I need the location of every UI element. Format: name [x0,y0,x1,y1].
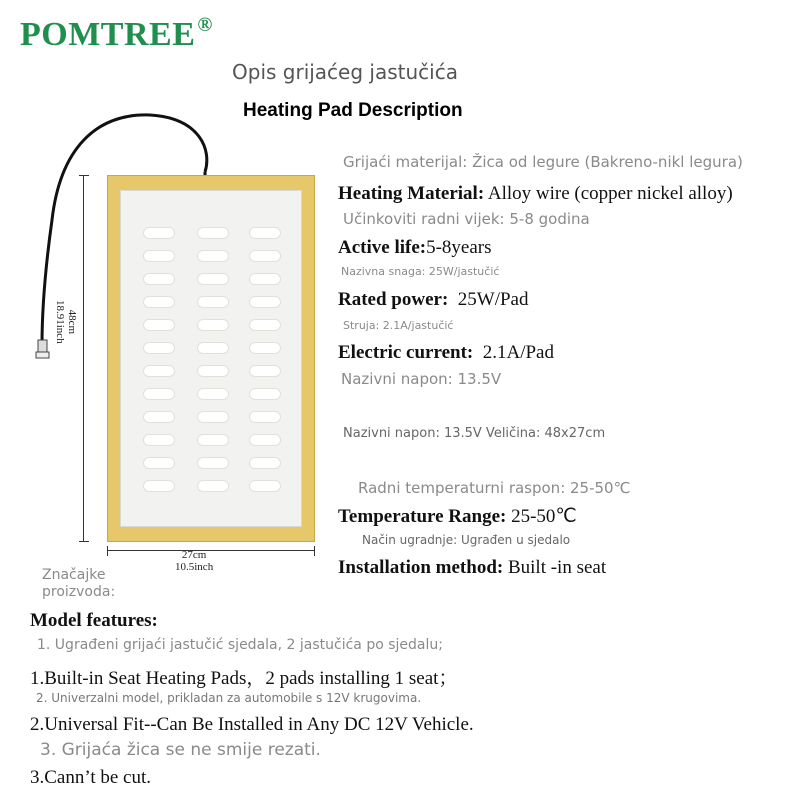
spec-life-en [338,237,492,259]
spec-material-en [338,183,733,205]
pad-heating-area [120,190,302,527]
spec-power-en [338,289,529,311]
heating-pad-image [107,175,315,542]
pad-opening [197,250,229,262]
pad-opening [143,480,175,492]
pad-opening [143,227,175,239]
features-heading-en-text: Model features: [30,610,158,631]
feature-1-en: 1.Built-in Seat Heating Pads，2 pads installing 1 seat； [30,668,458,689]
feature-3-en: 3.Cann’t be cut. [30,767,152,788]
pad-opening [249,342,281,354]
features-heading-hr [42,567,115,601]
spec-life-value: 5-8years [426,237,492,258]
spec-current-hr: Struja: 2.1A/jastučić [343,319,454,332]
pad-opening [197,480,229,492]
pad-opening [197,365,229,377]
features-heading-hr-line1: Značajke [42,567,106,583]
pad-opening [197,227,229,239]
features-heading-hr-line2: proizvoda: [42,584,116,600]
title-english: Heating Pad Description [243,100,463,121]
width-inch: 10.5inch [175,561,214,573]
spec-material-label: Heating Material: [338,183,485,204]
width-cm: 27cm [181,549,207,561]
pad-opening [249,434,281,446]
pad-opening [249,480,281,492]
width-dimension-label [175,549,213,573]
pad-opening [249,388,281,400]
pad-opening [249,365,281,377]
pad-opening [197,457,229,469]
feature-3-hr: 3. Grijaća žica se ne smije rezati. [40,740,321,760]
pad-opening [249,250,281,262]
height-cm: 48cm [66,309,78,335]
spec-install-hr: Način ugradnje: Ugrađen u sjedalo [362,533,571,547]
pad-opening [197,411,229,423]
spec-life-label: Active life: [338,237,427,258]
spec-power-value: 25W/Pad [448,289,529,310]
pad-opening [197,273,229,285]
pad-opening [143,273,175,285]
spec-install-label: Installation method: [338,557,504,578]
feature-2-en: 2.Universal Fit--Can Be Installed in Any DC 12V Vehicle. [30,714,474,735]
pad-opening [143,388,175,400]
spec-power-label: Rated power: [338,289,449,310]
pad-opening [143,457,175,469]
feature-1-hr: 1. Ugrađeni grijaći jastučić sjedala, 2 jastučića po sjedalu; [37,637,443,653]
spec-temp-en [338,505,577,528]
pad-opening [197,434,229,446]
registered-mark: ® [197,14,213,36]
spec-temp-value: 25-50℃ [506,506,577,527]
pad-opening [143,296,175,308]
spec-install-en [338,557,606,579]
pad-opening [143,342,175,354]
pad-opening [249,273,281,285]
pad-opening [197,319,229,331]
spec-material-value: Alloy wire (copper nickel alloy) [484,183,733,204]
spec-voltage-hr: Nazivni napon: 13.5V [341,370,502,388]
pad-opening [249,227,281,239]
height-inch: 18.91inch [54,300,66,344]
spec-install-value: Built -in seat [503,557,607,578]
pad-opening [197,388,229,400]
pad-opening [197,296,229,308]
spec-voltage-size-hr: Nazivni napon: 13.5V Veličina: 48x27cm [343,426,606,441]
height-dimension-label [54,300,78,344]
spec-current-label: Electric current: [338,342,474,363]
height-dimension-line [83,175,96,542]
features-heading-en [30,610,158,632]
pad-opening [249,296,281,308]
pad-opening [249,319,281,331]
pad-opening [143,365,175,377]
pad-opening [249,411,281,423]
spec-material-hr: Grijaći materijal: Žica od legure (Bakreno-nikl legura) [343,153,743,171]
title-croatian: Opis grijaćeg jastučića [232,60,458,84]
pad-opening [249,457,281,469]
spec-power-hr: Nazivna snaga: 25W/jastučić [341,265,500,278]
spec-current-en [338,342,554,364]
pad-opening [197,342,229,354]
brand-name: POMTREE [20,16,196,53]
spec-current-value: 2.1A/Pad [473,342,554,363]
pad-opening [143,319,175,331]
spec-temp-label: Temperature Range: [338,506,507,527]
pad-opening [143,411,175,423]
spec-temp-hr: Radni temperaturni raspon: 25-50℃ [358,479,631,497]
spec-life-hr: Učinkoviti radni vijek: 5-8 godina [343,210,590,228]
pad-opening [143,434,175,446]
feature-2-hr: 2. Univerzalni model, prikladan za automobile s 12V krugovima. [36,691,422,705]
pad-opening [143,250,175,262]
